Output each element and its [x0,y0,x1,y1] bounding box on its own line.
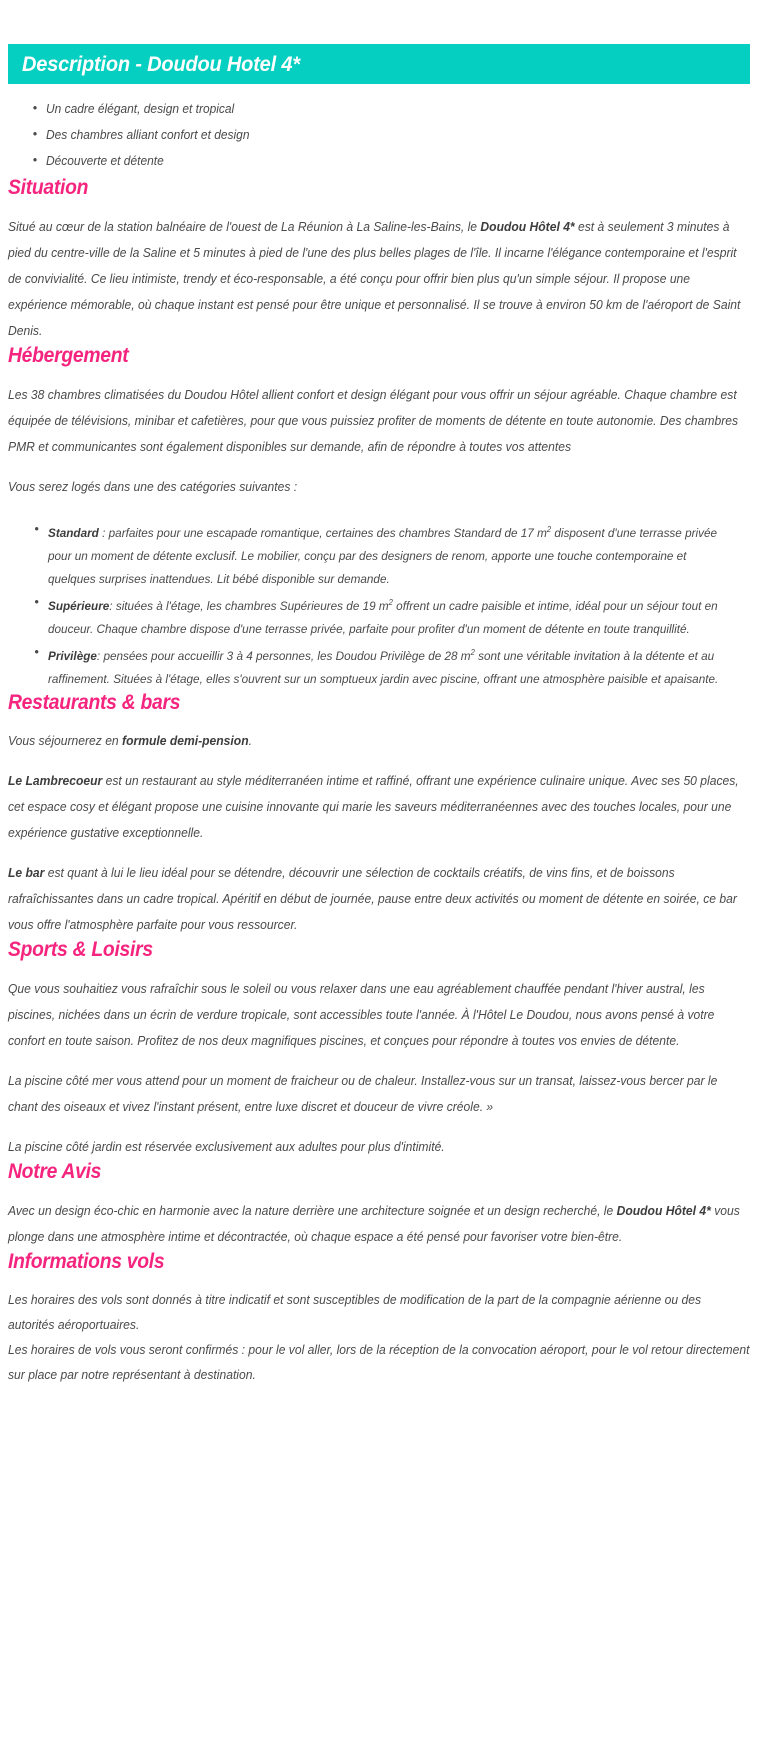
bar-description: est quant à lui le lieu idéal pour se détendre, découvrir une sélection de cocktails créatifs, de vins fins, et de boissons rafraîchissantes dans un cadre tropical. Apéritif en début de journée, pause entre deux activités ou moment de détente en soirée, ce bar vous offre l'atmosphère parfaite pour vous ressourcer. [8,866,737,933]
avis-text-post: vous plonge dans une atmosphère intime et décontractée, où chaque espace a été pensé pour favoriser votre bien-être. [8,1204,740,1245]
restaurant-lambrecoeur-paragraph [8,768,750,846]
list-item: • Un cadre élégant, design et tropical [46,98,715,120]
page-content [0,98,758,1408]
situation-hotel-name: Doudou Hôtel 4* [480,220,575,234]
pension-formula: formule demi-pension [122,734,249,749]
room-name: Standard [48,526,99,541]
room-desc-pre: situées à l'étage, les chambres Supérieures de 19 m [115,599,389,614]
page-header-banner [8,44,750,84]
room-desc-post: offrent un cadre paisible et intime, idéal pour un séjour tout en douceur. Chaque chambre dispose d'une terrasse privée, parfaite pour profiter d'un moment de détente en toute tranquillité. [48,599,718,637]
section-heading-avis: Notre Avis [8,1160,102,1184]
sports-paragraph-3: La piscine côté jardin est réservée exclusivement aux adultes pour plus d'intimité. [8,1140,445,1155]
room-separator: : [109,599,116,614]
bar-name: Le bar [8,866,45,881]
room-name: Privilège [48,649,97,664]
restaurant-name: Le Lambrecoeur [8,774,103,789]
hebergement-paragraph-2: Vous serez logés dans une des catégories suivantes : [8,480,298,494]
room-area-superscript: 2 [470,648,475,658]
list-item [48,518,729,591]
sports-paragraph-1: Que vous souhaitiez vous rafraîchir sous le soleil ou vous relaxer dans une eau agréablement chauffée pendant l'hiver austral, les piscines, nichées dans un écrin de verdure tropicale, sont accessibles toute l'année. À l'Hôtel Le Doudou, nous avons pensé à votre confort en toute saison. Profitez de nos deux magnifiques piscines, et conçues pour répondre à toutes vos envies de détente. [8,982,715,1049]
hebergement-paragraph-1: Les 38 chambres climatisées du Doudou Hôtel allient confort et design élégant pour vous offrir un séjour agréable. Chaque chambre est équipée de télévisions, minibar et cafetières, pour que vous puissiez profiter de moments de détente en toute autonomie. Des chambres PMR et communicantes sont également disponibles sur demande, afin de répondre à toutes vos attentes [8,388,739,454]
room-desc-pre: pensées pour accueillir 3 à 4 personnes, les Doudou Privilège de 28 m [103,649,471,664]
section-heading-vols: Informations vols [8,1250,165,1274]
avis-text-pre: Avec un design éco-chic en harmonie avec la nature derrière une architecture soignée et un design recherché, le [8,1204,617,1219]
vols-paragraph-2: Les horaires de vols vous seront confirmés : pour le vol aller, lors de la réception de la convocation aéroport, pour le vol retour directement sur place par notre représentant à destination. [8,1343,750,1383]
pension-text-pre: Vous séjournerez en [8,734,123,749]
situation-text-pre: Situé au cœur de la station balnéaire de l'ouest de La Réunion à La Saline-les-Bains, le [8,220,481,234]
restaurants-pension-paragraph [8,729,750,754]
list-item [48,591,729,641]
room-desc-post: disposent d'une terrasse privée pour un moment de détente exclusif. Le mobilier, conçu par des designers de renom, apporte une touche contemporaine et quelques surprises inattendues. Lit bébé disponible sur demande. [48,526,718,587]
bar-paragraph [8,860,750,938]
highlights-list [8,98,750,172]
list-item: • Découverte et détente [46,150,715,172]
room-categories-list [8,518,750,691]
avis-hotel-name: Doudou Hôtel 4* [616,1204,711,1219]
avis-paragraph [8,1198,750,1250]
room-desc-post: sont une véritable invitation à la détente et au raffinement. Situées à l'étage, elles s'ouvrent sur un somptueux jardin avec piscine, offrant une atmosphère paisible et apaisante. [48,649,719,687]
section-heading-sports: Sports & Loisirs [8,938,153,962]
section-heading-restaurants: Restaurants & bars [8,691,181,715]
situation-text-post: est à seulement 3 minutes à pied du centre-ville de la Saline et 5 minutes à pied de l'une des plus belles plages de l'île. Il incarne l'élégance contemporaine et l'esprit de convivialité. Ce lieu intimiste, trendy et éco-responsable, a été conçu pour offrir bien plus qu'un simple séjour. Il propose une expérience mémorable, où chaque instant est pensé pour être unique et personnalisé. Il se trouve à environ 50 km de l'aéroport de Saint Denis. [8,220,741,338]
situation-paragraph [8,214,750,344]
section-heading-hebergement: Hébergement [8,344,129,367]
page-title: Description - Doudou Hotel 4* [22,51,300,76]
pension-text-post: . [248,734,252,749]
vols-paragraph-1: Les horaires des vols sont donnés à titre indicatif et sont susceptibles de modification de la part de la compagnie aérienne ou des autorités aéroportuaires. [8,1293,702,1333]
description-page [0,44,758,1408]
room-area-superscript: 2 [546,525,552,534]
list-item: • Des chambres alliant confort et design [46,124,715,146]
room-separator: : [98,526,109,541]
restaurant-description: est un restaurant au style méditerranéen intime et raffiné, offrant une expérience culinaire unique. Avec ses 50 places, cet espace cosy et élégant propose une cuisine innovante qui marie les saveurs méditerranéennes avec des touches locales, pour une expérience gustative exceptionnelle. [8,774,739,841]
room-area-superscript: 2 [388,598,393,608]
room-separator: : [96,649,104,664]
list-item [48,641,729,691]
room-name: Supérieure [48,599,110,614]
sports-paragraph-2: La piscine côté mer vous attend pour un moment de fraicheur ou de chaleur. Installez-vous sur un transat, laissez-vous bercer par le chant des oiseaux et vivez l'instant présent, entre luxe discret et douceur de vivre créole. » [8,1074,718,1115]
section-heading-situation: Situation [8,176,89,199]
room-desc-pre: parfaites pour une escapade romantique, certaines des chambres Standard de 17 m [108,526,547,541]
